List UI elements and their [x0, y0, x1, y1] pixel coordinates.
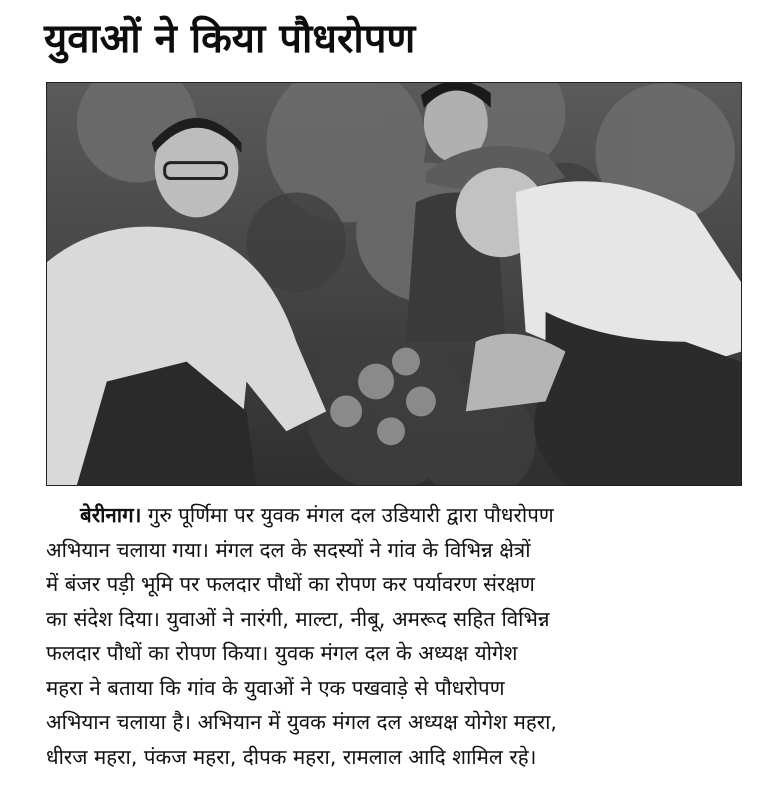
headline: युवाओं ने किया पौधरोपण: [44, 16, 416, 62]
body-line-4: का संदेश दिया। युवाओं ने नारंगी, माल्टा, नीबू, अमरूद सहित विभिन्न: [46, 606, 550, 631]
body-line-2: अभियान चलाया गया। मंगल दल के सदस्यों ने गांव के विभिन्न क्षेत्रों: [46, 537, 531, 562]
photo-illustration: [47, 83, 741, 485]
body-line-7: अभियान चलाया है। अभियान में युवक मंगल दल अध्यक्ष योगेश महरा,: [46, 710, 557, 734]
body-line-6: महरा ने बताया कि गांव के युवाओं ने एक पखवाड़े से पौधरोपण: [46, 675, 505, 700]
body-line-1: बेरीनाग। गुरु पूर्णिमा पर युवक मंगल दल उडियारी द्वारा पौधरोपण: [80, 503, 554, 527]
body-line-5: फलदार पौधों का रोपण किया। युवक मंगल दल के अध्यक्ष योगेश: [46, 641, 518, 665]
body-line-3: में बंजर पड़ी भूमि पर फलदार पौधों का रोपण कर पर्यावरण संरक्षण: [46, 572, 535, 596]
article-body: [46, 498, 746, 788]
plantation-photo: [46, 82, 742, 486]
dateline: बेरीनाग।: [80, 503, 142, 527]
body-line-8: धीरज महरा, पंकज महरा, दीपक महरा, रामलाल आदि शामिल रहे।: [46, 744, 537, 769]
